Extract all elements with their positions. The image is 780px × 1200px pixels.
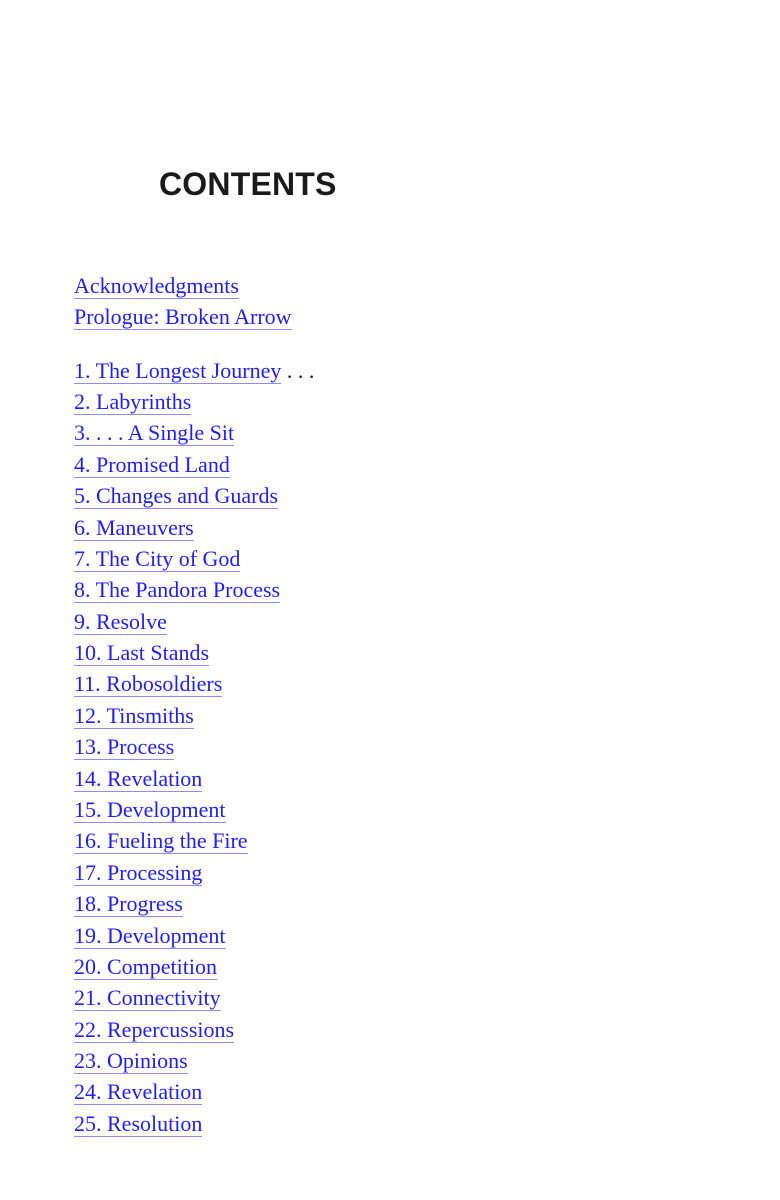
toc-link-chapter-22[interactable]: 22. Repercussions [74, 1017, 235, 1042]
toc-link-chapter-25[interactable]: 25. Resolution [74, 1111, 203, 1136]
toc-link-chapter-16[interactable]: 16. Fueling the Fire [74, 828, 248, 853]
toc-entry-chapter-19 [74, 922, 226, 950]
toc-entry-chapter-14 [74, 765, 202, 793]
toc-entry-chapter-4 [74, 451, 230, 479]
toc-link-chapter-18[interactable]: 18. Progress [74, 891, 183, 916]
toc-entry-chapter-15 [74, 796, 226, 824]
toc-entry-chapter-6 [74, 514, 194, 542]
toc-entry-chapter-2 [74, 388, 191, 416]
toc-link-chapter-24[interactable]: 24. Revelation [74, 1079, 203, 1104]
toc-entry-acknowledgments [74, 272, 239, 300]
toc-entry-chapter-11 [74, 670, 222, 698]
toc-entry-chapter-23 [74, 1047, 188, 1075]
toc-entry-chapter-3 [74, 419, 234, 447]
toc-link-chapter-7[interactable]: 7. The City of God [74, 546, 241, 571]
toc-link-chapter-2[interactable]: 2. Labyrinths [74, 389, 192, 414]
toc-entry-suffix: . . . [281, 358, 315, 383]
toc-link-chapter-1[interactable]: 1. The Longest Journey [74, 358, 282, 383]
toc-link-chapter-12[interactable]: 12. Tinsmiths [74, 703, 194, 728]
toc-entry-chapter-5 [74, 482, 278, 510]
toc-link-chapter-4[interactable]: 4. Promised Land [74, 452, 230, 477]
toc-entry-prologue [74, 303, 292, 331]
toc-entry-chapter-18 [74, 890, 183, 918]
toc-entry-chapter-16 [74, 827, 248, 855]
toc-entry-chapter-20 [74, 953, 217, 981]
toc-entry-chapter-21 [74, 984, 221, 1012]
toc-link-chapter-15[interactable]: 15. Development [74, 797, 226, 822]
toc-link-chapter-5[interactable]: 5. Changes and Guards [74, 483, 279, 508]
toc-entry-chapter-1 [74, 357, 314, 385]
toc-link-chapter-13[interactable]: 13. Process [74, 734, 175, 759]
toc-link-chapter-14[interactable]: 14. Revelation [74, 766, 203, 791]
toc-entry-chapter-17 [74, 859, 202, 887]
toc-link-prologue[interactable]: Prologue: Broken Arrow [74, 304, 292, 329]
toc-link-chapter-23[interactable]: 23. Opinions [74, 1048, 188, 1073]
toc-link-chapter-19[interactable]: 19. Development [74, 923, 226, 948]
toc-link-chapter-20[interactable]: 20. Competition [74, 954, 217, 979]
contents-heading: CONTENTS [159, 166, 337, 202]
toc-link-acknowledgments[interactable]: Acknowledgments [74, 273, 239, 298]
toc-entry-chapter-13 [74, 733, 174, 761]
toc-entry-chapter-10 [74, 639, 209, 667]
toc-entry-chapter-25 [74, 1110, 202, 1138]
toc-link-chapter-17[interactable]: 17. Processing [74, 860, 203, 885]
toc-link-chapter-6[interactable]: 6. Maneuvers [74, 515, 194, 540]
toc-entry-chapter-24 [74, 1078, 202, 1106]
toc-link-chapter-11[interactable]: 11. Robosoldiers [74, 671, 223, 696]
toc-entry-chapter-12 [74, 702, 194, 730]
toc-link-chapter-10[interactable]: 10. Last Stands [74, 640, 210, 665]
toc-link-chapter-8[interactable]: 8. The Pandora Process [74, 577, 281, 602]
toc-entry-chapter-22 [74, 1016, 234, 1044]
toc-entry-chapter-7 [74, 545, 240, 573]
toc-link-chapter-21[interactable]: 21. Connectivity [74, 985, 221, 1010]
toc-entry-chapter-8 [74, 576, 280, 604]
toc-link-chapter-9[interactable]: 9. Resolve [74, 609, 167, 634]
toc-entry-chapter-9 [74, 608, 167, 636]
toc-link-chapter-3[interactable]: 3. . . . A Single Sit [74, 420, 235, 445]
